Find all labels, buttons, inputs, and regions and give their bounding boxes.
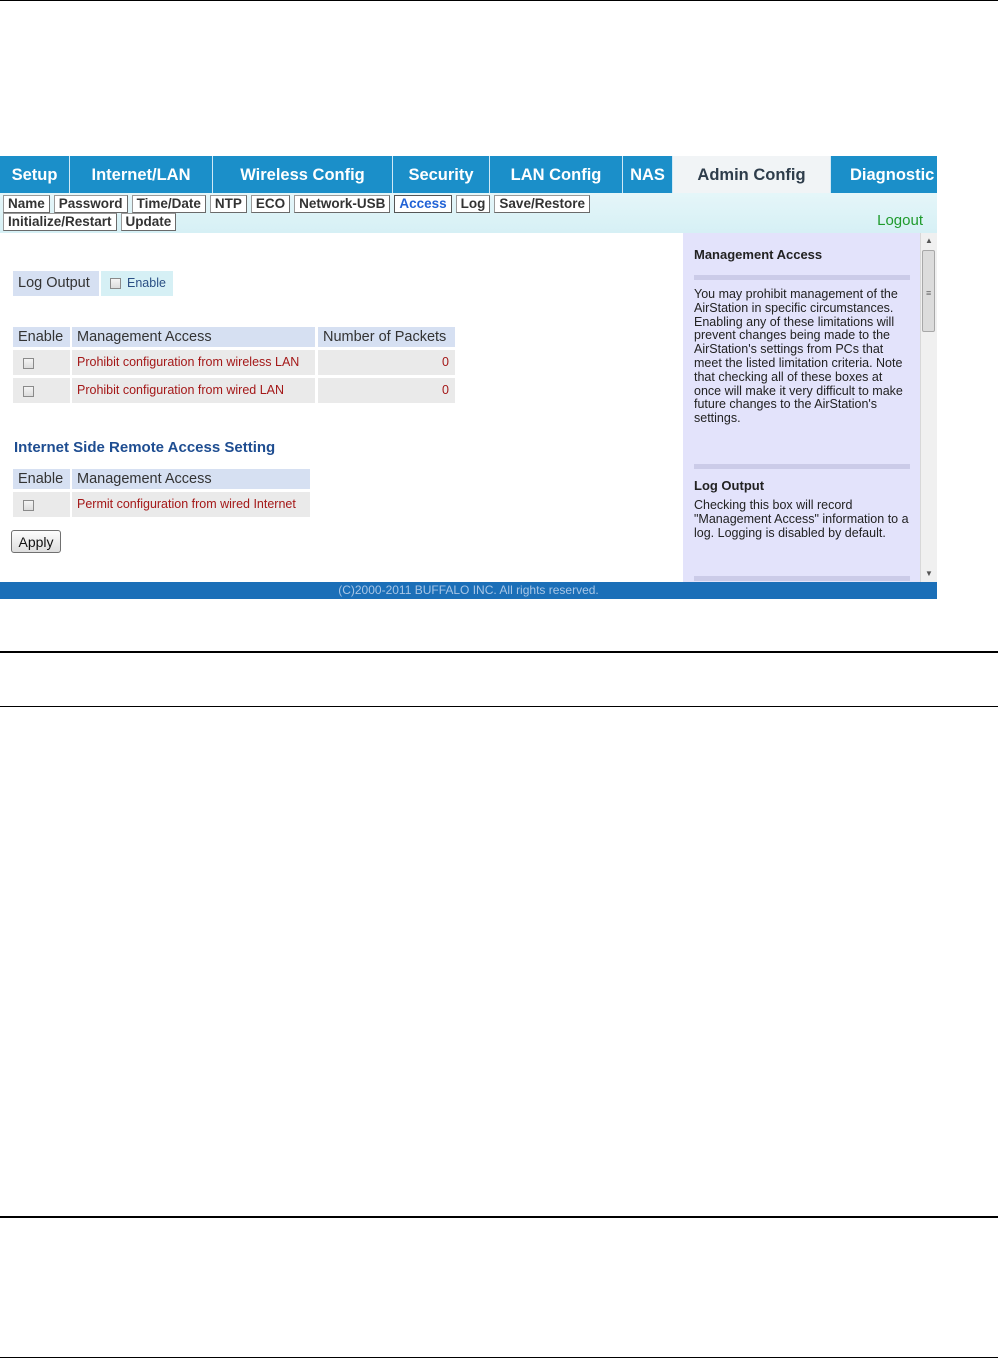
subtab-name[interactable]: Name: [3, 195, 50, 213]
table-row-enable-cell: [13, 350, 70, 375]
separator-rule-2: [0, 706, 998, 707]
page-top-rule: [0, 0, 998, 1]
scroll-up-icon[interactable]: ▲: [925, 236, 933, 245]
help-title: Log Output: [694, 478, 765, 493]
subtab-time-date[interactable]: Time/Date: [132, 195, 206, 213]
tab-admin-config[interactable]: [673, 156, 831, 193]
main-nav-tabs: [0, 156, 937, 193]
log-output-checkbox[interactable]: [110, 278, 121, 289]
help-panel: [683, 233, 920, 582]
col-header-management-access: Management Access: [72, 327, 315, 347]
prohibit-wired-checkbox[interactable]: [23, 386, 34, 397]
tab-lan-config[interactable]: [490, 156, 623, 193]
table-row-packets: 0: [318, 350, 455, 375]
log-output-enable-label: Enable: [127, 276, 166, 290]
subtab-ntp[interactable]: NTP: [210, 195, 247, 213]
subtab-access[interactable]: Access: [394, 195, 451, 213]
tab-label: Security: [408, 166, 474, 184]
table-row-label: Permit configuration from wired Internet: [72, 492, 310, 517]
tab-label: Admin Config: [697, 166, 806, 184]
grip-icon: ≡: [926, 288, 932, 298]
col-header-number-of-packets: Number of Packets: [318, 327, 455, 347]
scroll-thumb[interactable]: [922, 250, 935, 332]
tab-wireless-config[interactable]: [213, 156, 393, 193]
subtab-network-usb[interactable]: Network-USB: [294, 195, 390, 213]
table-row-label: Prohibit configuration from wired LAN: [72, 378, 315, 403]
scroll-down-icon[interactable]: ▼: [925, 569, 933, 578]
tab-label: Wireless Config: [240, 166, 365, 184]
sub-nav: [0, 193, 937, 233]
subtab-save-restore[interactable]: Save/Restore: [494, 195, 590, 213]
page-bottom-rule: [0, 1357, 998, 1358]
help-text: Checking this box will record "Management Access" information to a log. Logging is disabled by default.: [694, 498, 909, 540]
help-divider: [694, 275, 910, 280]
tab-diagnostic[interactable]: [831, 156, 937, 193]
tab-label: Internet/LAN: [91, 166, 191, 184]
copyright-footer: (C)2000-2011 BUFFALO INC. All rights reserved.: [0, 582, 937, 599]
log-output-label: Log Output: [13, 271, 99, 296]
subtab-eco[interactable]: ECO: [251, 195, 290, 213]
router-admin-screenshot: [0, 156, 937, 599]
separator-rule-1: [0, 651, 998, 653]
col-header-enable: Enable: [13, 327, 70, 347]
permit-wired-internet-checkbox[interactable]: [23, 500, 34, 511]
help-divider: [694, 464, 910, 469]
subtab-log[interactable]: Log: [456, 195, 491, 213]
tab-setup[interactable]: [0, 156, 70, 193]
logout-link[interactable]: Logout: [877, 212, 923, 229]
help-scrollbar[interactable]: [920, 233, 937, 582]
subtab-initialize-restart[interactable]: Initialize/Restart: [3, 213, 117, 231]
table-row-enable-cell: [13, 378, 70, 403]
subtab-password[interactable]: Password: [54, 195, 128, 213]
tab-nas[interactable]: [623, 156, 673, 193]
table-row-packets: 0: [318, 378, 455, 403]
help-title: Management Access: [694, 247, 823, 262]
tab-label: Diagnostic: [850, 166, 935, 184]
subtab-update[interactable]: Update: [121, 213, 177, 231]
tab-label: Setup: [11, 166, 58, 184]
table-row-label: Prohibit configuration from wireless LAN: [72, 350, 315, 375]
tab-internet-lan[interactable]: [70, 156, 213, 193]
col-header-enable: Enable: [13, 469, 70, 489]
separator-rule-3: [0, 1216, 998, 1218]
apply-button[interactable]: Apply: [11, 530, 61, 553]
tab-label: NAS: [630, 166, 665, 184]
help-divider: [694, 576, 910, 581]
help-text: You may prohibit management of the AirStation in specific circumstances. Enabling any of these limitations will prevent changes being made to the AirStation's settings from PCs that meet the listed limitation criteria. Note that checking all of these boxes at once will make it very difficult to make future changes to the AirStation's settings.: [694, 287, 903, 426]
tab-label: LAN Config: [510, 166, 602, 184]
prohibit-wireless-checkbox[interactable]: [23, 358, 34, 369]
remote-access-section-title: Internet Side Remote Access Setting: [14, 439, 276, 456]
sub-nav-row-1: [3, 195, 590, 213]
main-content: [0, 233, 683, 582]
table-row-enable-cell: [13, 492, 70, 517]
tab-security[interactable]: [393, 156, 490, 193]
log-output-enable-cell: [101, 271, 173, 296]
sub-nav-row-2: [3, 213, 176, 231]
col-header-management-access: Management Access: [72, 469, 310, 489]
